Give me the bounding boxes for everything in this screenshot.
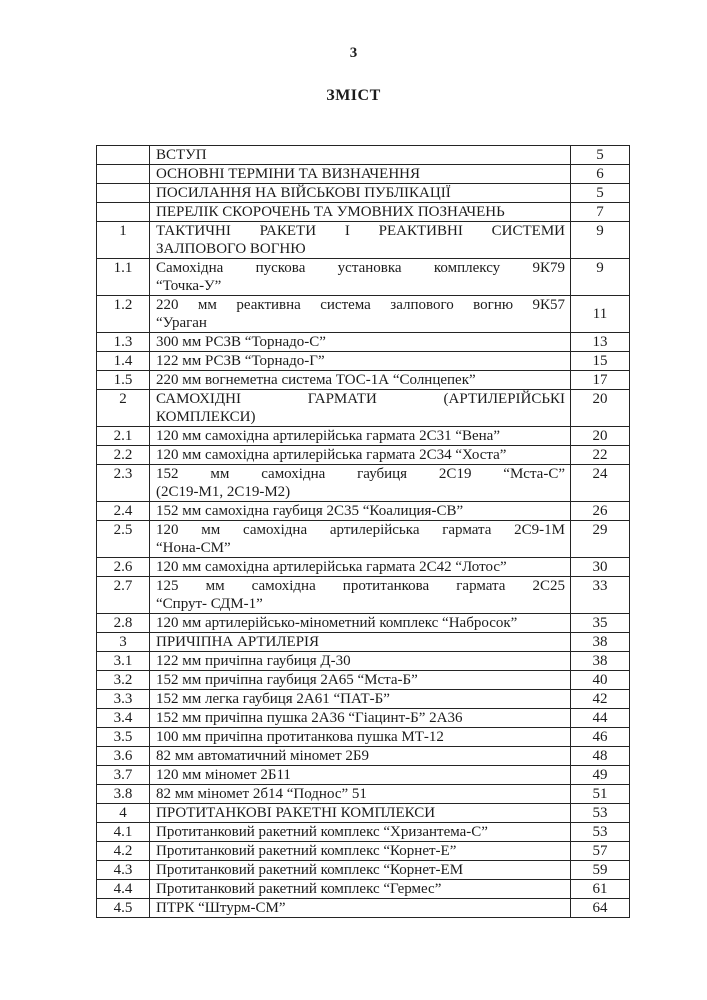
toc-row-number: 3.7 xyxy=(97,766,150,785)
toc-row-title xyxy=(150,652,571,671)
toc-table-body xyxy=(97,146,630,918)
toc-row-number: 2.4 xyxy=(97,502,150,521)
toc-row-page: 20 xyxy=(571,390,630,427)
toc-row xyxy=(97,203,630,222)
toc-row-page: 30 xyxy=(571,558,630,577)
toc-row-title xyxy=(150,521,571,558)
toc-row-number: 4.2 xyxy=(97,842,150,861)
toc-row-number: 2.1 xyxy=(97,427,150,446)
toc-row-page: 42 xyxy=(571,690,630,709)
toc-row-title xyxy=(150,861,571,880)
toc-title-line: 120 мм самохідна артилерійська гармата 2С31 “Вена” xyxy=(156,428,500,444)
toc-row-number: 2.3 xyxy=(97,465,150,502)
toc-row-page: 61 xyxy=(571,880,630,899)
toc-title-line: 100 мм причіпна протитанкова пушка МТ-12 xyxy=(156,729,444,745)
toc-title-line: ПЕРЕЛІК СКОРОЧЕНЬ ТА УМОВНИХ ПОЗНАЧЕНЬ xyxy=(156,204,505,220)
toc-row-title xyxy=(150,690,571,709)
toc-row xyxy=(97,880,630,899)
toc-title-line: Протитанковий ракетний комплекс “Хризантема-С” xyxy=(156,824,488,840)
toc-row-title xyxy=(150,842,571,861)
toc-row-page: 35 xyxy=(571,614,630,633)
toc-row-title xyxy=(150,558,571,577)
toc-row-title xyxy=(150,899,571,918)
toc-row-number: 2 xyxy=(97,390,150,427)
toc-title-line: 152 мм самохідна гаубиця 2С35 “Коалиция-СВ” xyxy=(156,503,464,519)
toc-row-title xyxy=(150,390,571,427)
toc-row xyxy=(97,747,630,766)
toc-row-title xyxy=(150,146,571,165)
toc-table xyxy=(96,145,630,918)
toc-row-title xyxy=(150,577,571,614)
toc-title-line: 82 мм міномет 2б14 “Поднос” 51 xyxy=(156,786,367,802)
toc-row xyxy=(97,652,630,671)
toc-title-line: ПРОТИТАНКОВІ РАКЕТНІ КОМПЛЕКСИ xyxy=(156,805,436,821)
toc-row-page: 9 xyxy=(571,222,630,259)
toc-row xyxy=(97,390,630,427)
toc-row-number: 4 xyxy=(97,804,150,823)
page-number: 3 xyxy=(349,45,358,61)
toc-row-number xyxy=(97,203,150,222)
toc-title-line: КОМПЛЕКСИ) xyxy=(156,409,256,425)
toc-row-page: 49 xyxy=(571,766,630,785)
toc-row-number: 4.5 xyxy=(97,899,150,918)
toc-row xyxy=(97,728,630,747)
toc-row-page: 5 xyxy=(571,184,630,203)
toc-row-page: 6 xyxy=(571,165,630,184)
toc-row-title xyxy=(150,747,571,766)
toc-title-line: ОСНОВНІ ТЕРМІНИ ТА ВИЗНАЧЕННЯ xyxy=(156,166,421,182)
toc-row-number: 3.6 xyxy=(97,747,150,766)
toc-row-number: 4.1 xyxy=(97,823,150,842)
toc-row xyxy=(97,633,630,652)
toc-row-title xyxy=(150,333,571,352)
toc-row-number: 1.3 xyxy=(97,333,150,352)
toc-title-line: 152 мм причіпна пушка 2А36 “Гіацинт-Б” 2А36 xyxy=(156,710,463,726)
toc-title-line: Протитанковий ракетний комплекс “Корнет-Е” xyxy=(156,843,457,859)
toc-row xyxy=(97,842,630,861)
toc-row-number: 1.5 xyxy=(97,371,150,390)
toc-row-page: 53 xyxy=(571,804,630,823)
toc-row xyxy=(97,690,630,709)
toc-row-page: 20 xyxy=(571,427,630,446)
toc-row-page: 38 xyxy=(571,652,630,671)
toc-title-line: 120 мм самохідна артилерійська гармата 2С9-1М xyxy=(156,522,565,538)
toc-row-page: 22 xyxy=(571,446,630,465)
toc-row xyxy=(97,558,630,577)
toc-title-line: ПОСИЛАННЯ НА ВІЙСЬКОВІ ПУБЛІКАЦІЇ xyxy=(156,185,451,201)
toc-row-title xyxy=(150,766,571,785)
toc-title-line: 120 мм самохідна артилерійська гармата 2С42 “Лотос” xyxy=(156,559,507,575)
toc-title-line: Протитанковий ракетний комплекс “Гермес” xyxy=(156,881,442,897)
toc-row-page: 24 xyxy=(571,465,630,502)
toc-row-page: 38 xyxy=(571,633,630,652)
toc-row-page: 5 xyxy=(571,146,630,165)
toc-row xyxy=(97,709,630,728)
toc-row-page: 46 xyxy=(571,728,630,747)
toc-row-number: 3.1 xyxy=(97,652,150,671)
toc-row-title xyxy=(150,296,571,333)
toc-row xyxy=(97,804,630,823)
toc-row xyxy=(97,766,630,785)
toc-row-title xyxy=(150,446,571,465)
toc-row-page: 29 xyxy=(571,521,630,558)
toc-row-title xyxy=(150,352,571,371)
toc-row-title xyxy=(150,785,571,804)
toc-row-page: 33 xyxy=(571,577,630,614)
toc-row-number xyxy=(97,146,150,165)
toc-title-line: 120 мм міномет 2Б11 xyxy=(156,767,291,783)
toc-title-line: “Нона-СМ” xyxy=(156,540,231,556)
toc-title-line: 152 мм самохідна гаубиця 2С19 “Мста-С” xyxy=(156,466,565,482)
toc-title-line: ЗАЛПОВОГО ВОГНЮ xyxy=(156,241,306,257)
toc-title-line: 152 мм причіпна гаубиця 2А65 “Мста-Б” xyxy=(156,672,418,688)
toc-row-number: 3.3 xyxy=(97,690,150,709)
toc-row-title xyxy=(150,259,571,296)
toc-row-page: 13 xyxy=(571,333,630,352)
toc-row-number: 3.5 xyxy=(97,728,150,747)
toc-row xyxy=(97,502,630,521)
toc-row-number: 3.4 xyxy=(97,709,150,728)
toc-row-page: 7 xyxy=(571,203,630,222)
toc-row xyxy=(97,222,630,259)
toc-row-number: 1.1 xyxy=(97,259,150,296)
toc-row-number: 3 xyxy=(97,633,150,652)
toc-row xyxy=(97,165,630,184)
toc-row-number: 1 xyxy=(97,222,150,259)
toc-row-number: 2.6 xyxy=(97,558,150,577)
toc-row-page: 53 xyxy=(571,823,630,842)
toc-row xyxy=(97,671,630,690)
toc-row-number: 3.2 xyxy=(97,671,150,690)
toc-row-page: 48 xyxy=(571,747,630,766)
toc-title-line: 120 мм самохідна артилерійська гармата 2С34 “Хоста” xyxy=(156,447,507,463)
toc-row-page: 59 xyxy=(571,861,630,880)
toc-title-line: “Спрут- СДМ-1” xyxy=(156,596,263,612)
toc-row-title xyxy=(150,671,571,690)
toc-row-title xyxy=(150,427,571,446)
toc-title-line: ТАКТИЧНІ РАКЕТИ І РЕАКТИВНІ СИСТЕМИ xyxy=(156,223,565,239)
page-title: ЗМІСТ xyxy=(326,87,381,104)
toc-row xyxy=(97,899,630,918)
toc-row-number: 1.4 xyxy=(97,352,150,371)
toc-row xyxy=(97,577,630,614)
toc-row-number: 3.8 xyxy=(97,785,150,804)
toc-row-number: 4.4 xyxy=(97,880,150,899)
toc-title-line: “Ураган xyxy=(156,315,207,331)
toc-row xyxy=(97,465,630,502)
toc-row-page: 11 xyxy=(571,296,630,333)
toc-row-page: 26 xyxy=(571,502,630,521)
toc-row-page: 15 xyxy=(571,352,630,371)
toc-row xyxy=(97,333,630,352)
toc-row xyxy=(97,614,630,633)
toc-row-number: 1.2 xyxy=(97,296,150,333)
toc-row xyxy=(97,352,630,371)
toc-row-page: 64 xyxy=(571,899,630,918)
toc-row-title xyxy=(150,502,571,521)
toc-row-title xyxy=(150,465,571,502)
toc-row-page: 9 xyxy=(571,259,630,296)
toc-row-title xyxy=(150,614,571,633)
toc-title-line: 82 мм автоматичний міномет 2Б9 xyxy=(156,748,370,764)
toc-row xyxy=(97,259,630,296)
toc-title-line: 120 мм артилерійсько-мінометний комплекс “Набросок” xyxy=(156,615,518,631)
toc-title-line: (2С19-М1, 2С19-М2) xyxy=(156,484,291,500)
toc-row-number: 2.5 xyxy=(97,521,150,558)
toc-row-title xyxy=(150,880,571,899)
toc-title-line: 220 мм вогнеметна система ТОС-1А “Солнцепек” xyxy=(156,372,476,388)
toc-row xyxy=(97,184,630,203)
toc-title-line: Самохідна пускова установка комплексу 9К79 xyxy=(156,260,565,276)
toc-row-number: 2.2 xyxy=(97,446,150,465)
toc-row-page: 44 xyxy=(571,709,630,728)
toc-row xyxy=(97,861,630,880)
toc-row-page: 51 xyxy=(571,785,630,804)
toc-row xyxy=(97,446,630,465)
toc-title-line: 220 мм реактивна система залпового вогню 9К57 xyxy=(156,297,565,313)
toc-row xyxy=(97,785,630,804)
toc-title-line: ПТРК “Штурм-СМ” xyxy=(156,900,286,916)
toc-row-number: 2.7 xyxy=(97,577,150,614)
toc-row xyxy=(97,296,630,333)
toc-row-title xyxy=(150,709,571,728)
toc-row xyxy=(97,823,630,842)
toc-title-line: 300 мм РСЗВ “Торнадо-С” xyxy=(156,334,326,350)
toc-row-title xyxy=(150,203,571,222)
toc-row-number: 2.8 xyxy=(97,614,150,633)
toc-row-title xyxy=(150,633,571,652)
toc-row-title xyxy=(150,371,571,390)
toc-title-line: “Точка-У” xyxy=(156,278,222,294)
toc-row-number: 4.3 xyxy=(97,861,150,880)
toc-row-title xyxy=(150,184,571,203)
toc-title-line: 125 мм самохідна протитанкова гармата 2С25 xyxy=(156,578,565,594)
toc-row-title xyxy=(150,804,571,823)
toc-row xyxy=(97,371,630,390)
toc-row-title xyxy=(150,823,571,842)
toc-row-title xyxy=(150,222,571,259)
toc-row-title xyxy=(150,165,571,184)
toc-title-line: 152 мм легка гаубиця 2А61 “ПАТ-Б” xyxy=(156,691,390,707)
toc-title-line: ПРИЧІПНА АРТИЛЕРІЯ xyxy=(156,634,320,650)
toc-title-line: 122 мм РСЗВ “Торнадо-Г” xyxy=(156,353,325,369)
toc-row-page: 17 xyxy=(571,371,630,390)
toc-row-title xyxy=(150,728,571,747)
toc-row-page: 40 xyxy=(571,671,630,690)
toc-title-line: 122 мм причіпна гаубиця Д-30 xyxy=(156,653,351,669)
toc-title-line: САМОХІДНІ ГАРМАТИ (АРТИЛЕРІЙСЬКІ xyxy=(156,391,565,407)
toc-row-page: 57 xyxy=(571,842,630,861)
toc-row xyxy=(97,521,630,558)
toc-title-line: ВСТУП xyxy=(156,147,207,163)
toc-row xyxy=(97,427,630,446)
toc-row xyxy=(97,146,630,165)
toc-row-number xyxy=(97,184,150,203)
toc-row-number xyxy=(97,165,150,184)
toc-title-line: Протитанковий ракетний комплекс “Корнет-ЕМ xyxy=(156,862,464,878)
